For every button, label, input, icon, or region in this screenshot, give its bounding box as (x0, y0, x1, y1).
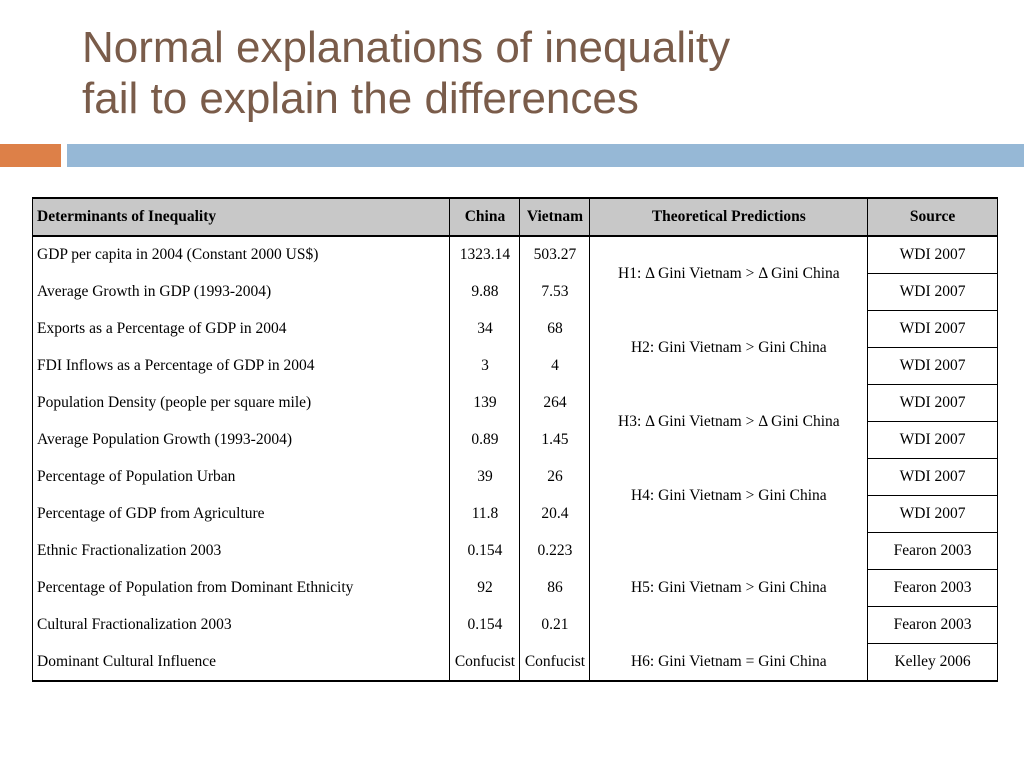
prediction-h5: H5: Gini Vietnam > Gini China (590, 533, 868, 644)
header-china: China (450, 198, 520, 236)
slide-title-line-1: Normal explanations of inequality (82, 23, 731, 72)
china-value: 139 (450, 385, 520, 422)
determinant-cell: Percentage of GDP from Agriculture (33, 496, 450, 533)
determinants-table (32, 197, 998, 682)
source-cell: Fearon 2003 (868, 533, 998, 570)
china-value: 0.89 (450, 422, 520, 459)
vietnam-value: Confucist (520, 644, 590, 682)
determinant-cell: Population Density (people per square mile) (33, 385, 450, 422)
determinant-cell: Dominant Cultural Influence (33, 644, 450, 682)
source-cell: Fearon 2003 (868, 570, 998, 607)
source-cell: WDI 2007 (868, 274, 998, 311)
determinant-cell: Percentage of Population from Dominant Ethnicity (33, 570, 450, 607)
prediction-h4: H4: Gini Vietnam > Gini China (590, 459, 868, 533)
determinant-cell: Average Growth in GDP (1993-2004) (33, 274, 450, 311)
prediction-h2: H2: Gini Vietnam > Gini China (590, 311, 868, 385)
vietnam-value: 1.45 (520, 422, 590, 459)
source-cell: WDI 2007 (868, 348, 998, 385)
source-cell: WDI 2007 (868, 459, 998, 496)
vietnam-value: 68 (520, 311, 590, 348)
vietnam-value: 26 (520, 459, 590, 496)
determinant-cell: FDI Inflows as a Percentage of GDP in 2004 (33, 348, 450, 385)
header-determinants: Determinants of Inequality (33, 198, 450, 236)
table-row (33, 459, 998, 496)
source-cell: WDI 2007 (868, 236, 998, 274)
header-source: Source (868, 198, 998, 236)
determinant-cell: Exports as a Percentage of GDP in 2004 (33, 311, 450, 348)
china-value: 9.88 (450, 274, 520, 311)
determinant-cell: Cultural Fractionalization 2003 (33, 607, 450, 644)
slide-title-line-2: fail to explain the differences (82, 74, 639, 123)
source-cell: Kelley 2006 (868, 644, 998, 682)
source-cell: WDI 2007 (868, 385, 998, 422)
header-vietnam: Vietnam (520, 198, 590, 236)
china-value: 92 (450, 570, 520, 607)
prediction-h1: H1: Δ Gini Vietnam > Δ Gini China (590, 236, 868, 311)
china-value: 34 (450, 311, 520, 348)
prediction-h3: H3: Δ Gini Vietnam > Δ Gini China (590, 385, 868, 459)
china-value: 11.8 (450, 496, 520, 533)
vietnam-value: 7.53 (520, 274, 590, 311)
vietnam-value: 264 (520, 385, 590, 422)
table-header-row (33, 198, 998, 236)
determinant-cell: GDP per capita in 2004 (Constant 2000 US$) (33, 236, 450, 274)
prediction-h6: H6: Gini Vietnam = Gini China (590, 644, 868, 682)
vietnam-value: 20.4 (520, 496, 590, 533)
vietnam-value: 0.223 (520, 533, 590, 570)
determinant-cell: Average Population Growth (1993-2004) (33, 422, 450, 459)
china-value: 0.154 (450, 607, 520, 644)
table-row (33, 533, 998, 570)
source-cell: Fearon 2003 (868, 607, 998, 644)
table-row (33, 385, 998, 422)
vietnam-value: 4 (520, 348, 590, 385)
china-value: 39 (450, 459, 520, 496)
determinant-cell: Percentage of Population Urban (33, 459, 450, 496)
china-value: Confucist (450, 644, 520, 682)
accent-bar-blue (67, 144, 1024, 167)
determinant-cell: Ethnic Fractionalization 2003 (33, 533, 450, 570)
table-row (33, 311, 998, 348)
china-value: 1323.14 (450, 236, 520, 274)
source-cell: WDI 2007 (868, 496, 998, 533)
header-predictions: Theoretical Predictions (590, 198, 868, 236)
slide-title (82, 22, 1002, 124)
table-row (33, 644, 998, 682)
source-cell: WDI 2007 (868, 422, 998, 459)
china-value: 0.154 (450, 533, 520, 570)
table-row (33, 236, 998, 274)
vietnam-value: 86 (520, 570, 590, 607)
vietnam-value: 0.21 (520, 607, 590, 644)
accent-bar-orange (0, 144, 61, 167)
vietnam-value: 503.27 (520, 236, 590, 274)
china-value: 3 (450, 348, 520, 385)
source-cell: WDI 2007 (868, 311, 998, 348)
